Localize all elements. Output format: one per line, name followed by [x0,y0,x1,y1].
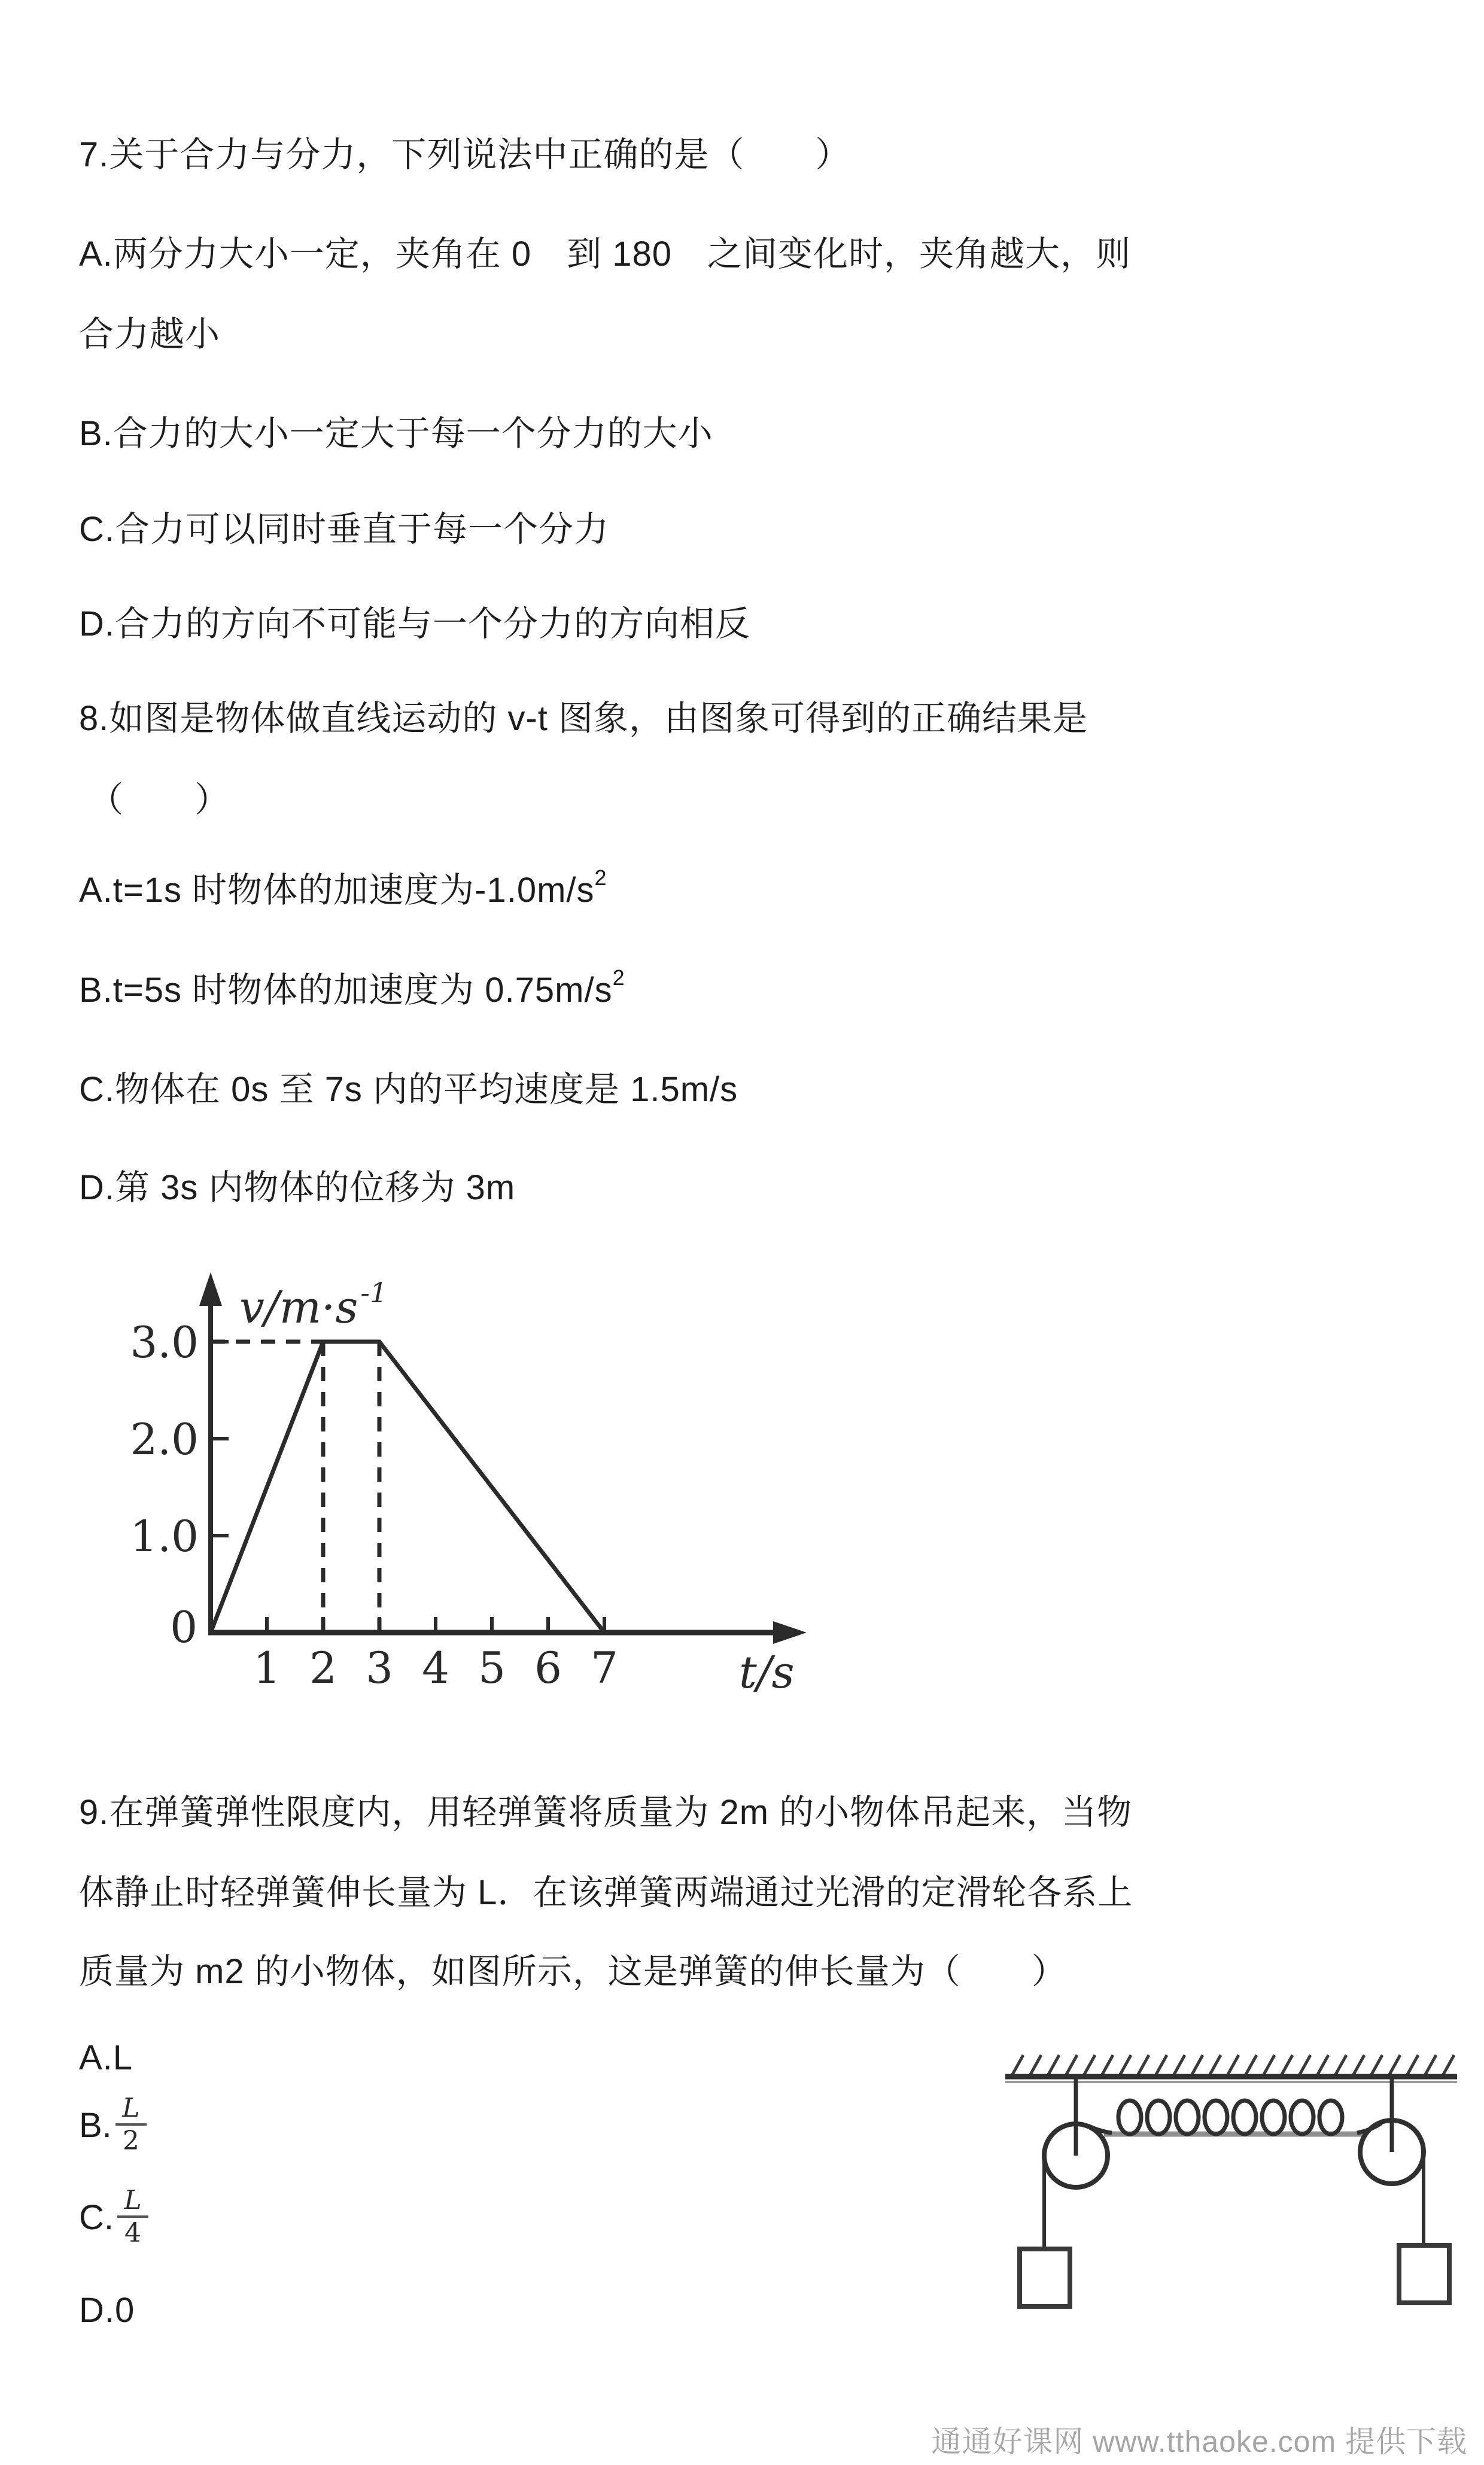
origin-label: 0 [170,1602,197,1652]
pulley-spring-figure [981,2029,1484,2364]
y-tick-label: 2.0 [130,1414,199,1464]
site-watermark: 通通好课网 www.tthaoke.com 提供下载 [931,2425,1467,2458]
left-pulley [1044,2124,1108,2187]
q8-option-a-sup: 2 [594,865,607,890]
right-block [1399,2245,1449,2303]
q9-line3: 质量为 m2 的小物体，如图所示，这是弹簧的伸长量为（ ） [79,1952,1067,1991]
q7-option-c: C.合力可以同时垂直于每一个分力 [79,510,610,549]
x-axis-arrow [773,1621,807,1644]
q9-option-b-denominator: 2 [115,2123,147,2157]
q9-option-d: D.0 [79,2291,135,2330]
q7-option-a-line1: A.两分力大小一定，夹角在 0 到 180 之间变化时，夹角越大，则 [79,235,1132,273]
q8-option-b-text: B.t=5s 时物体的加速度为 0.75m/s [79,971,613,1010]
q9-option-c [79,2186,148,2249]
q7-option-a-line2: 合力越小 [79,315,221,354]
q9-option-b-numerator: L [122,2093,140,2123]
x-tick-label: 6 [534,1643,562,1693]
q8-option-a-text: A.t=1s 时物体的加速度为-1.0m/s [79,871,595,910]
q9-option-b-label: B. [79,2105,112,2145]
q7-option-d: D.合力的方向不可能与一个分力的方向相反 [79,604,751,643]
y-axis-arrow [199,1272,222,1306]
spring-coil [1088,2101,1381,2134]
right-pulley [1360,2120,1424,2184]
q9-line1: 9.在弹簧弹性限度内，用轻弹簧将质量为 2m 的小物体吊起来，当物 [79,1793,1133,1832]
x-axis-title: t/s [739,1647,795,1698]
q9-option-b [79,2093,147,2157]
y-tick-label: 1.0 [130,1511,199,1561]
q8-option-d: D.第 3s 内物体的位移为 3m [79,1168,516,1207]
vt-graph [90,1257,868,1735]
q9-option-b-fraction [115,2093,147,2157]
velocity-time-line [211,1342,604,1633]
x-tick-label: 2 [309,1643,337,1693]
ceiling-hatching [1011,2055,1454,2077]
q8-title-line1: 8.如图是物体做直线运动的 v-t 图象，由图象可得到的正确结果是 [79,699,1088,738]
q7-title: 7.关于合力与分力，下列说法中正确的是（ ） [79,135,851,174]
left-block [1020,2249,1070,2306]
q8-option-b [79,965,625,1010]
x-tick-label: 3 [366,1643,393,1693]
q9-line2: 体静止时轻弹簧伸长量为 L．在该弹簧两端通过光滑的定滑轮各系上 [79,1873,1133,1912]
x-tick-label: 1 [253,1643,281,1693]
q9-option-c-numerator: L [124,2185,142,2215]
q9-option-c-fraction [117,2186,148,2249]
q7-option-b: B.合力的大小一定大于每一个分力的大小 [79,414,713,453]
y-tick-label: 3.0 [130,1317,199,1367]
q9-option-c-label: C. [79,2197,114,2237]
x-tick-label: 7 [591,1643,618,1693]
q8-option-a [79,865,607,910]
x-tick-label: 5 [478,1643,506,1693]
q8-option-c: C.物体在 0s 至 7s 内的平均速度是 1.5m/s [79,1070,738,1109]
q8-option-b-sup: 2 [612,965,625,990]
q9-option-a: A.L [79,2038,133,2077]
q9-option-c-denominator: 4 [117,2215,148,2249]
x-tick-label: 4 [422,1643,449,1693]
y-axis-title: $v/m\cdot s^{-1}$ [239,1276,388,1333]
q8-title-line2: （ ） [89,780,230,819]
